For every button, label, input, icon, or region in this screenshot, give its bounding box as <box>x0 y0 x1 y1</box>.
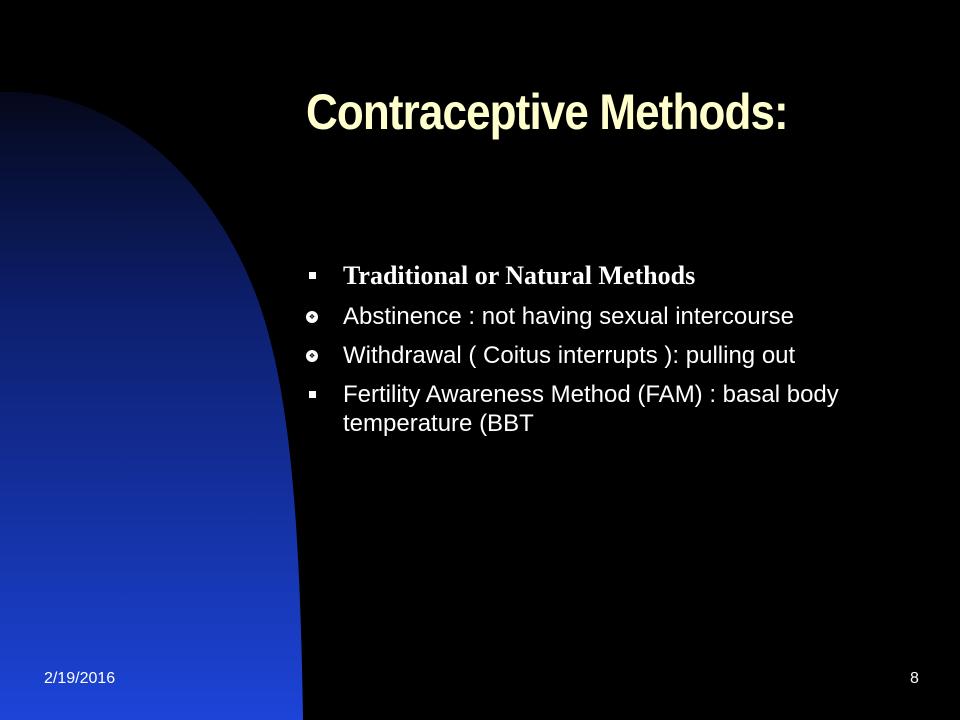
list-item <box>305 380 925 438</box>
slide-title: Contraceptive Methods: <box>306 84 788 140</box>
list-item-text: Withdrawal ( Coitus interrupts ): pulling out <box>343 342 796 369</box>
list-item <box>305 302 925 331</box>
list-item-text: Traditional or Natural Methods <box>343 261 696 290</box>
square-bullet-icon <box>309 391 316 398</box>
list-item-text: Fertility Awareness Method (FAM) : basal body temperature (BBT <box>343 381 839 437</box>
list-item-text: Abstinence : not having sexual intercourse <box>343 303 794 330</box>
bullet-list <box>305 258 925 448</box>
circled-bullet-icon: ❖ <box>306 311 318 323</box>
list-item <box>305 258 925 294</box>
footer-date: 2/19/2016 <box>44 670 116 687</box>
page-number: 8 <box>910 670 919 687</box>
list-item <box>305 341 925 370</box>
circled-bullet-icon: ❖ <box>306 350 318 362</box>
square-bullet-icon <box>309 272 316 279</box>
